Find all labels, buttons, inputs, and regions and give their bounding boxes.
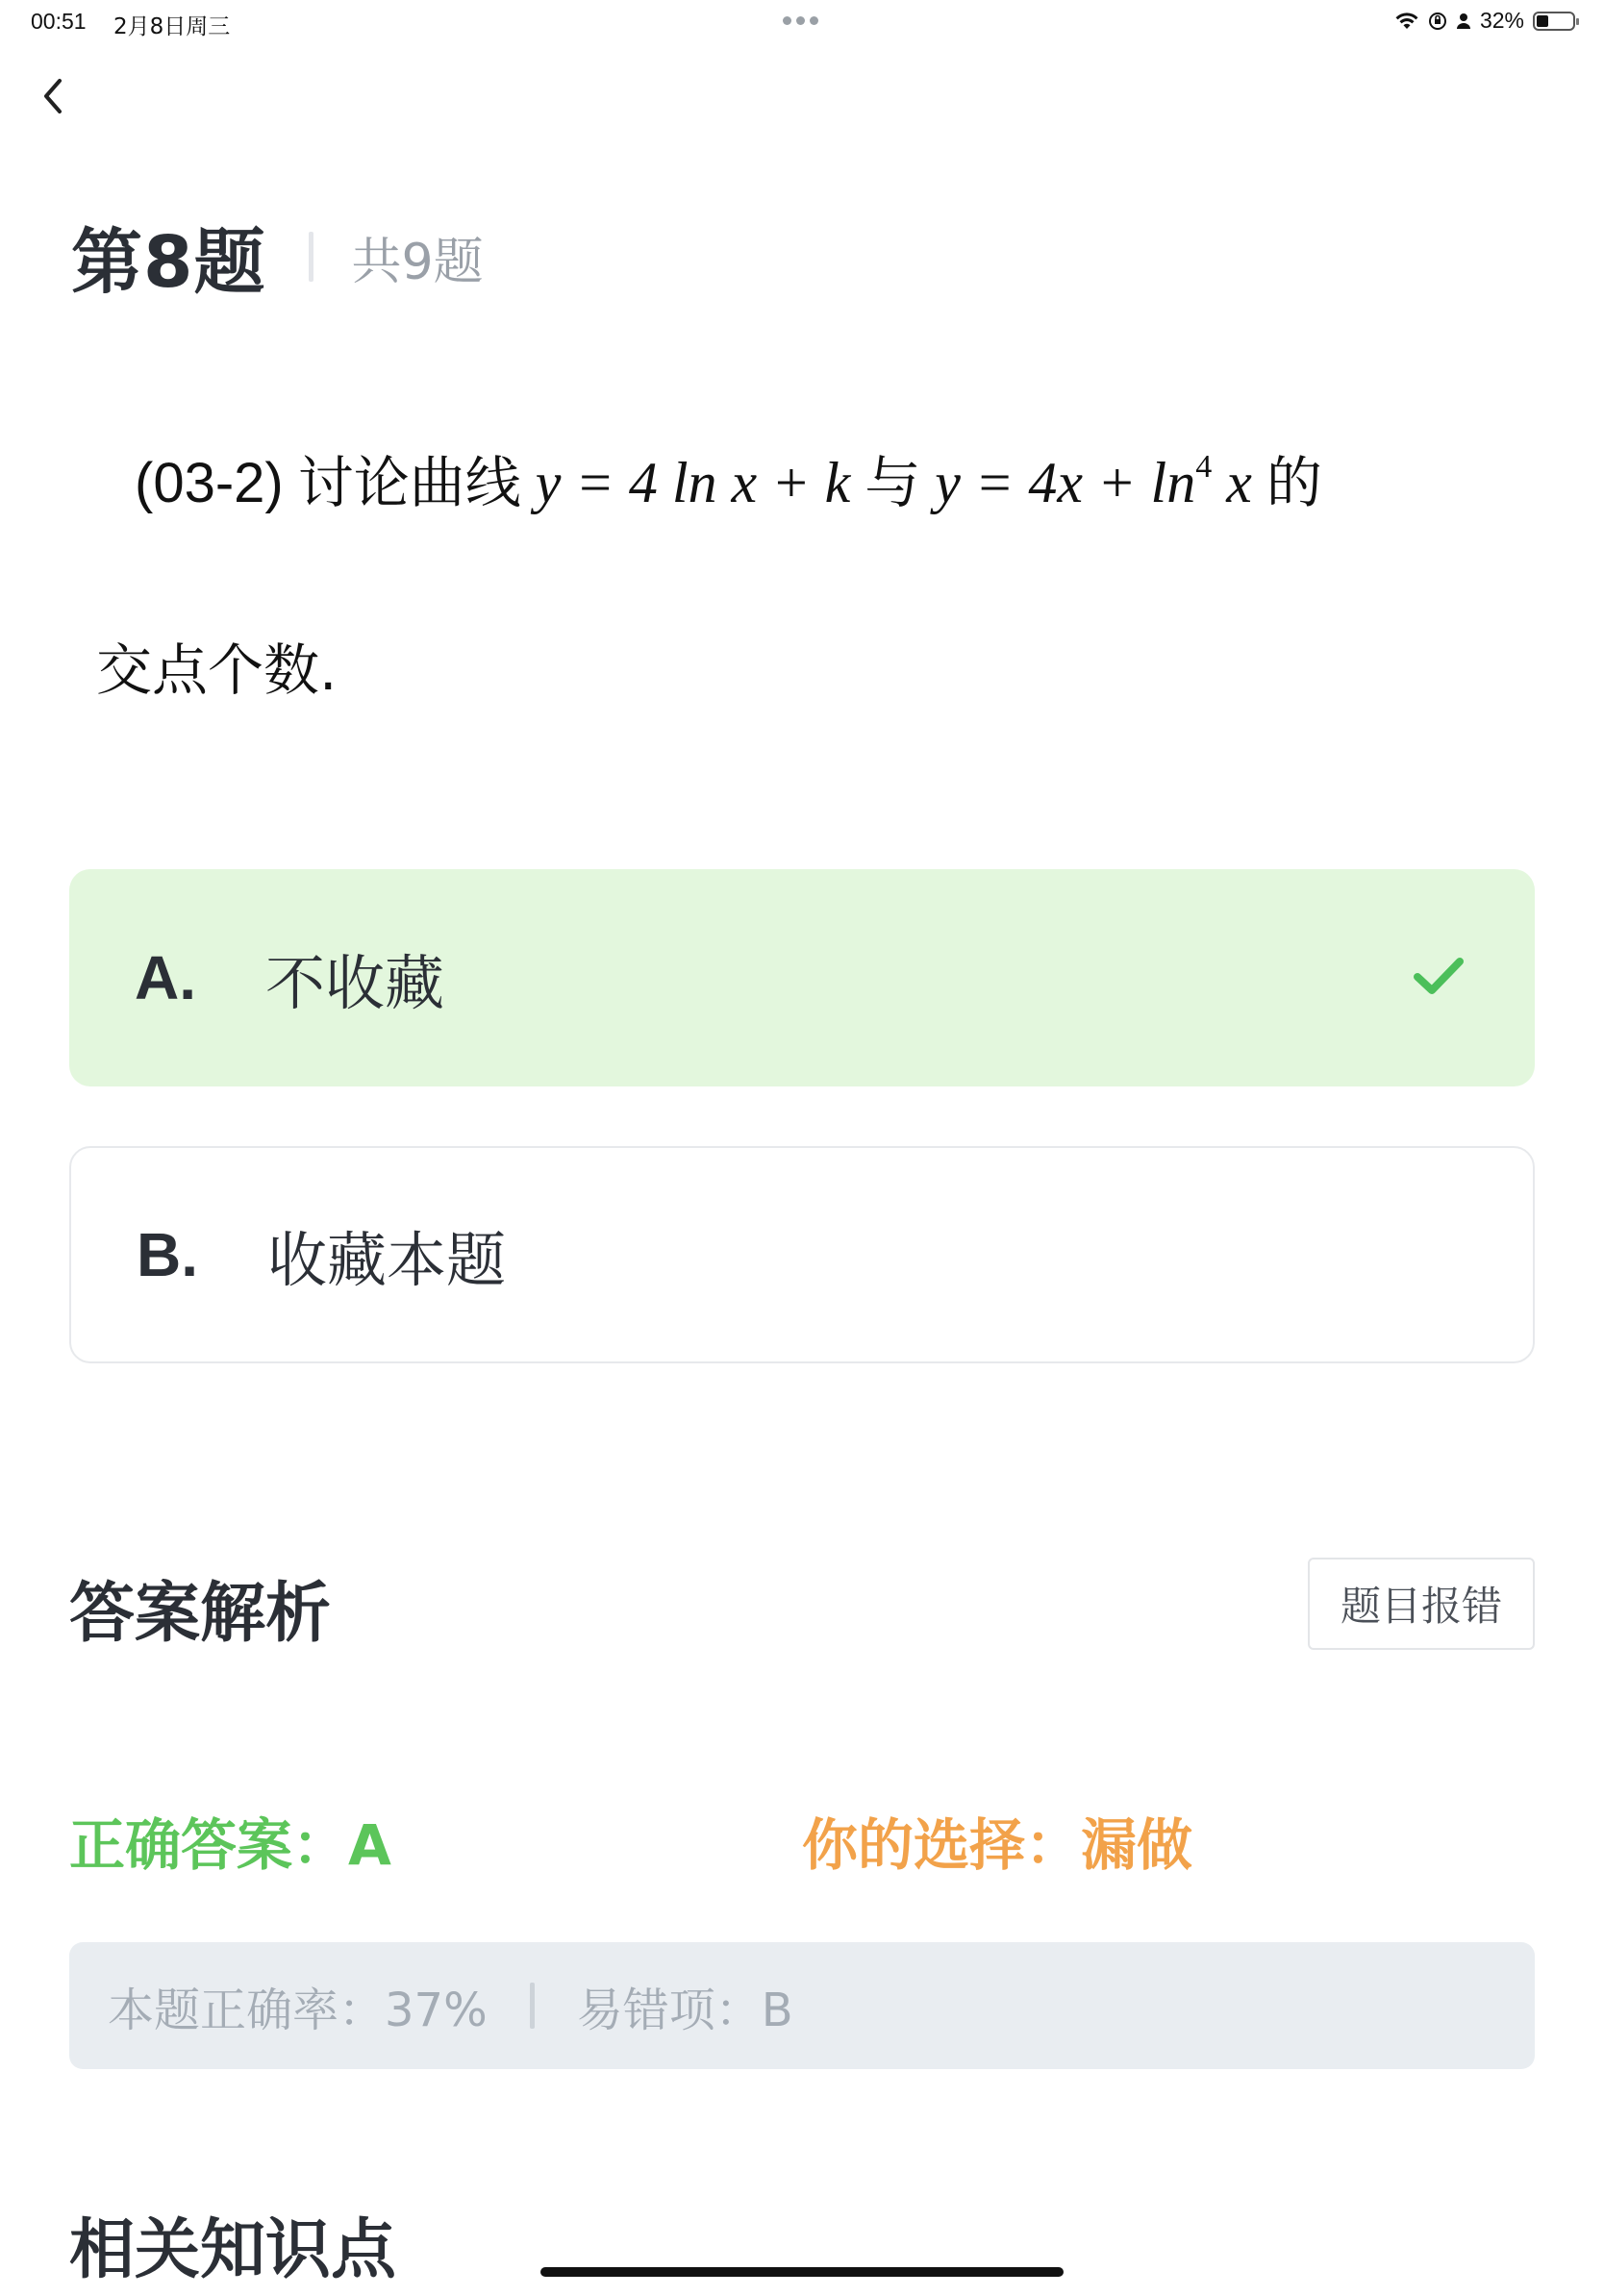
option-letter: A. [135, 943, 196, 1012]
person-icon [1456, 12, 1471, 31]
chevron-left-icon [38, 77, 67, 115]
status-time: 00:51 [31, 9, 87, 34]
question-header [71, 213, 484, 304]
status-date: 2月8日周三 [113, 14, 231, 39]
equation-2-exponent: 4 [1195, 449, 1213, 485]
stats-divider [530, 1983, 535, 2029]
common-wrong-option: 易错项：B [576, 1983, 793, 2037]
correct-answer: 正确答案：A [69, 1812, 391, 1878]
question-source-tag: (03-2) [135, 452, 284, 514]
battery-percent: 32% [1479, 8, 1524, 33]
option-b[interactable] [69, 1146, 1535, 1363]
equation-1: y = 4 ln x + k [535, 451, 851, 514]
question-mid: 与 [865, 450, 921, 515]
question-number: 第8题 [71, 221, 266, 304]
option-letter: B. [137, 1220, 198, 1289]
your-choice: 你的选择：漏做 [802, 1812, 1193, 1878]
analysis-title: 答案解析 [69, 1576, 332, 1652]
status-bar [0, 0, 1604, 46]
multitasking-dots-icon[interactable] [783, 16, 818, 25]
status-indicators [1394, 8, 1575, 34]
question-lead: 讨论曲线 [297, 450, 521, 515]
related-knowledge-label: 相关知识点 [69, 2212, 397, 2288]
stats-bar [69, 1942, 1535, 2069]
wifi-icon [1394, 12, 1419, 31]
equation-2-tail: x [1226, 451, 1252, 514]
option-label: 不收藏 [265, 947, 445, 1018]
accuracy-rate: 本题正确率：37% [108, 1983, 488, 2037]
orientation-lock-icon [1428, 12, 1447, 31]
question-line-2: 交点个数. [96, 637, 338, 703]
battery-icon [1533, 12, 1575, 31]
header-divider [309, 232, 313, 282]
home-indicator[interactable] [540, 2267, 1064, 2277]
equation-2: y = 4x + ln [935, 451, 1196, 514]
question-line-1 [135, 449, 1322, 515]
report-error-button[interactable]: 题目报错 [1308, 1558, 1535, 1650]
question-total: 共9题 [351, 233, 484, 291]
question-end: 的 [1266, 450, 1322, 515]
check-icon [1412, 952, 1466, 1000]
back-button[interactable] [29, 69, 77, 123]
option-label: 收藏本题 [267, 1224, 507, 1295]
option-a[interactable] [69, 869, 1535, 1086]
related-knowledge-title [69, 2202, 397, 2288]
